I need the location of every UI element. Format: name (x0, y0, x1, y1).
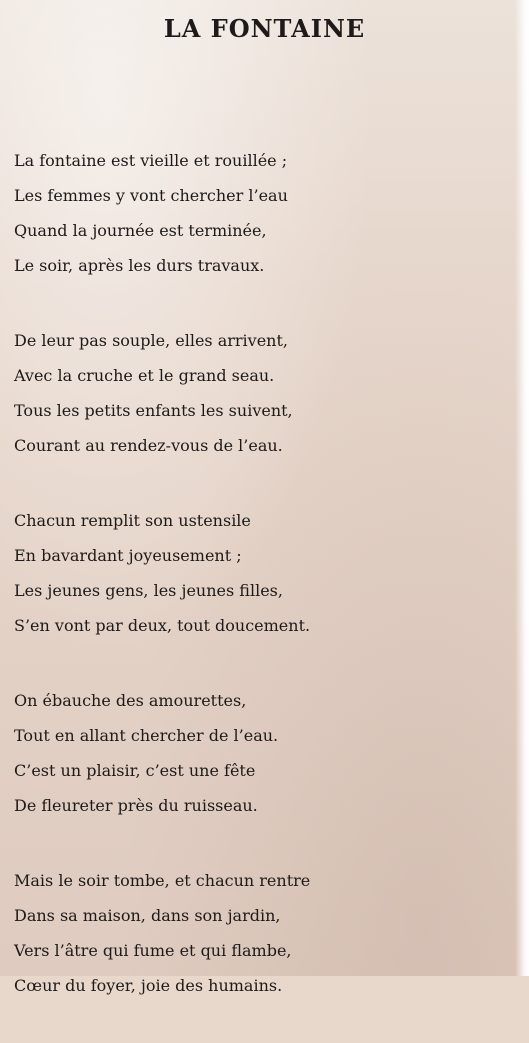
poem-body (14, 143, 522, 1043)
stanza-4 (14, 683, 522, 823)
poem-line: Courant au rendez-vous de l’eau. (14, 436, 283, 455)
stanza-1 (14, 143, 522, 283)
poem-line: En bavardant joyeusement ; (14, 546, 242, 565)
poem-line: De leur pas souple, elles arrivent, (14, 331, 288, 350)
poem-line: De fleureter près du ruisseau. (14, 796, 258, 815)
poem-line: Vers l’âtre qui fume et qui flambe, (14, 941, 292, 960)
poem-line: Avec la cruche et le grand seau. (14, 366, 275, 385)
poem-line: Dans sa maison, dans son jardin, (14, 906, 281, 925)
poem-line: Tous les petits enfants les suivent, (14, 401, 293, 420)
poem-line: On ébauche des amourettes, (14, 691, 247, 710)
poem-title: LA FONTAINE (163, 14, 366, 43)
stanza-5 (14, 863, 522, 1003)
paper-edge (515, 0, 529, 976)
poem-line: Mais le soir tombe, et chacun rentre (14, 871, 311, 890)
poem-line: Quand la journée est terminée, (14, 221, 267, 240)
poem-line: Tout en allant chercher de l’eau. (14, 726, 279, 745)
poem-line: Les femmes y vont chercher l’eau (14, 186, 288, 205)
poem-line: Le soir, après les durs travaux. (14, 256, 265, 275)
poem-line: La fontaine est vieille et rouillée ; (14, 151, 288, 170)
poem-line: Les jeunes gens, les jeunes filles, (14, 581, 283, 600)
poem-line: C’est un plaisir, c’est une fête (14, 761, 256, 780)
stanza-3 (14, 503, 522, 643)
poem-line: Cœur du foyer, joie des humains. (14, 976, 283, 995)
poem-line: S’en vont par deux, tout doucement. (14, 616, 311, 635)
stanza-2 (14, 323, 522, 463)
poem-line: Chacun remplit son ustensile (14, 511, 251, 530)
